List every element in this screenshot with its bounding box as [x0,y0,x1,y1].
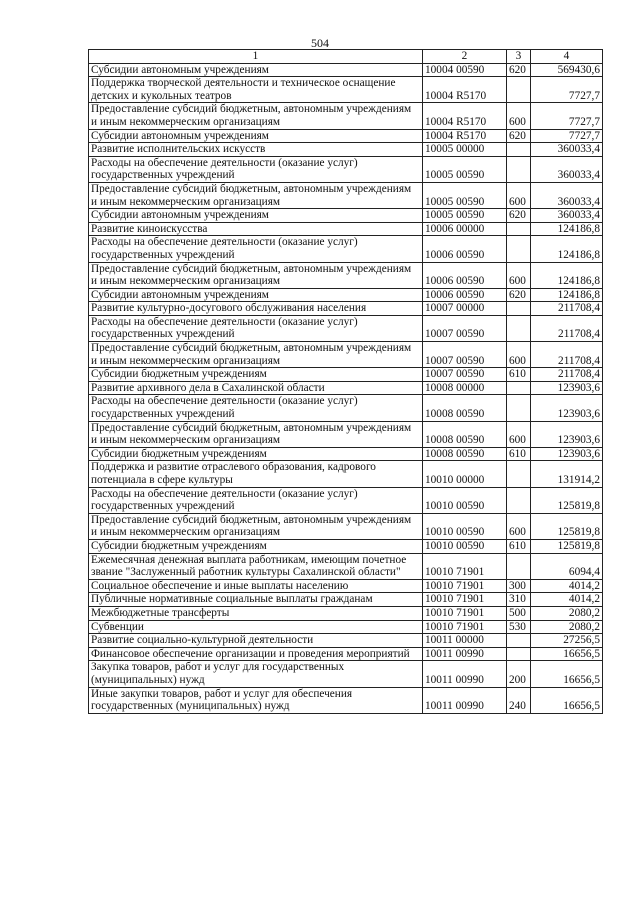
row-code-cell: 10006 00590 [423,288,507,302]
row-sum-cell: 125819,8 [531,487,603,513]
row-code-cell: 10005 00000 [423,143,507,157]
row-type-cell: 600 [507,182,531,208]
row-code-cell: 10010 71901 [423,579,507,593]
row-type-cell: 300 [507,579,531,593]
row-type-cell: 620 [507,129,531,143]
table-row [89,606,603,620]
row-sum-cell: 124186,8 [531,262,603,288]
row-code-cell: 10005 00590 [423,209,507,223]
row-type-cell: 620 [507,288,531,302]
row-type-cell [507,77,531,103]
row-name-cell: Предоставление субсидий бюджетным, автономным учреждениям и иным некоммерческим организациям [89,342,423,368]
row-sum-cell: 16656,5 [531,687,603,713]
row-type-cell [507,302,531,316]
row-sum-cell: 124186,8 [531,236,603,262]
row-code-cell: 10010 00590 [423,539,507,553]
header-cell-sum: 4 [531,50,603,64]
row-code-cell: 10006 00590 [423,236,507,262]
table-row [89,129,603,143]
table-row [89,368,603,382]
table-row [89,461,603,487]
row-name-cell: Развитие культурно-досугового обслуживания населения [89,302,423,316]
row-name-cell: Предоставление субсидий бюджетным, автономным учреждениям и иным некоммерческим организациям [89,182,423,208]
table-row [89,620,603,634]
row-name-cell: Предоставление субсидий бюджетным, автономным учреждениям и иным некоммерческим организациям [89,421,423,447]
row-code-cell: 10004 R5170 [423,77,507,103]
row-sum-cell: 125819,8 [531,513,603,539]
row-sum-cell: 16656,5 [531,661,603,687]
row-name-cell: Межбюджетные трансферты [89,606,423,620]
table-row [89,579,603,593]
header-cell-name: 1 [89,50,423,64]
row-code-cell: 10007 00590 [423,315,507,341]
row-type-cell: 200 [507,661,531,687]
row-sum-cell: 211708,4 [531,368,603,382]
table-row [89,513,603,539]
row-type-cell [507,487,531,513]
row-sum-cell: 123903,6 [531,381,603,395]
table-row [89,143,603,157]
budget-table [88,49,603,714]
row-code-cell: 10004 R5170 [423,129,507,143]
row-type-cell [507,156,531,182]
row-name-cell: Иные закупки товаров, работ и услуг для обеспечения государственных (муниципальных) нужд [89,687,423,713]
row-sum-cell: 4014,2 [531,593,603,607]
row-type-cell: 620 [507,209,531,223]
row-name-cell: Финансовое обеспечение организации и проведения мероприятий [89,647,423,661]
row-type-cell [507,647,531,661]
row-type-cell [507,381,531,395]
row-code-cell: 10010 71901 [423,553,507,579]
table-row [89,421,603,447]
row-name-cell: Субсидии бюджетным учреждениям [89,368,423,382]
row-sum-cell: 360033,4 [531,209,603,223]
table-row [89,288,603,302]
row-sum-cell: 360033,4 [531,182,603,208]
row-type-cell: 620 [507,63,531,77]
row-type-cell: 600 [507,513,531,539]
row-name-cell: Закупка товаров, работ и услуг для государственных (муниципальных) нужд [89,661,423,687]
row-sum-cell: 211708,4 [531,302,603,316]
table-row [89,661,603,687]
row-code-cell: 10010 71901 [423,606,507,620]
row-type-cell: 600 [507,342,531,368]
row-name-cell: Предоставление субсидий бюджетным, автономным учреждениям и иным некоммерческим организациям [89,262,423,288]
table-row [89,77,603,103]
row-sum-cell: 16656,5 [531,647,603,661]
row-code-cell: 10006 00590 [423,262,507,288]
row-name-cell: Публичные нормативные социальные выплаты гражданам [89,593,423,607]
table-row [89,262,603,288]
row-code-cell: 10005 00590 [423,156,507,182]
row-sum-cell: 2080,2 [531,606,603,620]
row-type-cell [507,553,531,579]
row-name-cell: Ежемесячная денежная выплата работникам, имеющим почетное звание "Заслуженный работник культуры Сахалинской области" [89,553,423,579]
row-name-cell: Субсидии автономным учреждениям [89,209,423,223]
row-code-cell: 10010 00000 [423,461,507,487]
table-row [89,447,603,461]
table-row [89,395,603,421]
row-code-cell: 10008 00590 [423,395,507,421]
row-name-cell: Социальное обеспечение и иные выплаты населению [89,579,423,593]
table-row [89,539,603,553]
row-sum-cell: 124186,8 [531,222,603,236]
row-code-cell: 10010 00590 [423,487,507,513]
row-type-cell: 600 [507,262,531,288]
row-sum-cell: 123903,6 [531,447,603,461]
row-code-cell: 10004 00590 [423,63,507,77]
row-name-cell: Развитие архивного дела в Сахалинской области [89,381,423,395]
table-row [89,553,603,579]
row-name-cell: Субсидии бюджетным учреждениям [89,539,423,553]
table-row [89,634,603,648]
header-cell-code: 2 [423,50,507,64]
row-name-cell: Расходы на обеспечение деятельности (оказание услуг) государственных учреждений [89,236,423,262]
row-name-cell: Поддержка и развитие отраслевого образования, кадрового потенциала в сфере культуры [89,461,423,487]
row-code-cell: 10011 00990 [423,661,507,687]
row-type-cell: 600 [507,103,531,129]
row-sum-cell: 131914,2 [531,461,603,487]
row-type-cell: 610 [507,368,531,382]
row-code-cell: 10007 00590 [423,342,507,368]
row-name-cell: Расходы на обеспечение деятельности (оказание услуг) государственных учреждений [89,395,423,421]
table-row [89,63,603,77]
row-code-cell: 10010 00590 [423,513,507,539]
row-type-cell [507,222,531,236]
row-type-cell: 610 [507,447,531,461]
table-row [89,156,603,182]
row-name-cell: Субсидии автономным учреждениям [89,63,423,77]
row-code-cell: 10007 00000 [423,302,507,316]
row-code-cell: 10011 00990 [423,647,507,661]
row-name-cell: Субвенции [89,620,423,634]
row-code-cell: 10008 00590 [423,421,507,447]
row-name-cell: Субсидии бюджетным учреждениям [89,447,423,461]
row-sum-cell: 360033,4 [531,156,603,182]
row-sum-cell: 360033,4 [531,143,603,157]
row-name-cell: Развитие исполнительских искусств [89,143,423,157]
header-cell-type: 3 [507,50,531,64]
row-name-cell: Расходы на обеспечение деятельности (оказание услуг) государственных учреждений [89,315,423,341]
page-number: 504 [311,36,329,50]
row-code-cell: 10007 00590 [423,368,507,382]
row-type-cell: 530 [507,620,531,634]
row-name-cell: Субсидии автономным учреждениям [89,129,423,143]
row-sum-cell: 569430,6 [531,63,603,77]
table-row [89,222,603,236]
row-sum-cell: 123903,6 [531,421,603,447]
row-name-cell: Предоставление субсидий бюджетным, автономным учреждениям и иным некоммерческим организациям [89,103,423,129]
row-sum-cell: 123903,6 [531,395,603,421]
row-code-cell: 10005 00590 [423,182,507,208]
table-row [89,487,603,513]
row-type-cell [507,461,531,487]
table-row [89,647,603,661]
row-name-cell: Предоставление субсидий бюджетным, автономным учреждениям и иным некоммерческим организациям [89,513,423,539]
row-sum-cell: 124186,8 [531,288,603,302]
row-code-cell: 10008 00590 [423,447,507,461]
table-row [89,687,603,713]
row-name-cell: Субсидии автономным учреждениям [89,288,423,302]
row-type-cell [507,143,531,157]
row-code-cell: 10006 00000 [423,222,507,236]
row-type-cell [507,236,531,262]
row-type-cell: 600 [507,421,531,447]
row-sum-cell: 211708,4 [531,342,603,368]
table-row [89,302,603,316]
row-type-cell: 610 [507,539,531,553]
row-sum-cell: 7727,7 [531,77,603,103]
row-type-cell [507,395,531,421]
table-row [89,342,603,368]
row-name-cell: Развитие киноискусства [89,222,423,236]
table-row [89,381,603,395]
row-code-cell: 10004 R5170 [423,103,507,129]
table-row [89,103,603,129]
row-code-cell: 10011 00990 [423,687,507,713]
row-sum-cell: 27256,5 [531,634,603,648]
row-sum-cell: 125819,8 [531,539,603,553]
row-type-cell: 310 [507,593,531,607]
row-sum-cell: 2080,2 [531,620,603,634]
row-sum-cell: 211708,4 [531,315,603,341]
row-name-cell: Поддержка творческой деятельности и техническое оснащение детских и кукольных театров [89,77,423,103]
row-name-cell: Расходы на обеспечение деятельности (оказание услуг) государственных учреждений [89,487,423,513]
row-type-cell: 500 [507,606,531,620]
row-type-cell: 240 [507,687,531,713]
row-sum-cell: 6094,4 [531,553,603,579]
row-type-cell [507,634,531,648]
row-code-cell: 10011 00000 [423,634,507,648]
row-sum-cell: 7727,7 [531,103,603,129]
row-code-cell: 10008 00000 [423,381,507,395]
row-name-cell: Расходы на обеспечение деятельности (оказание услуг) государственных учреждений [89,156,423,182]
row-code-cell: 10010 71901 [423,593,507,607]
table-header-row [89,50,603,64]
table-row [89,182,603,208]
table-row [89,593,603,607]
row-sum-cell: 7727,7 [531,129,603,143]
row-name-cell: Развитие социально-культурной деятельности [89,634,423,648]
row-sum-cell: 4014,2 [531,579,603,593]
table-row [89,236,603,262]
table-row [89,315,603,341]
row-code-cell: 10010 71901 [423,620,507,634]
row-type-cell [507,315,531,341]
table-row [89,209,603,223]
